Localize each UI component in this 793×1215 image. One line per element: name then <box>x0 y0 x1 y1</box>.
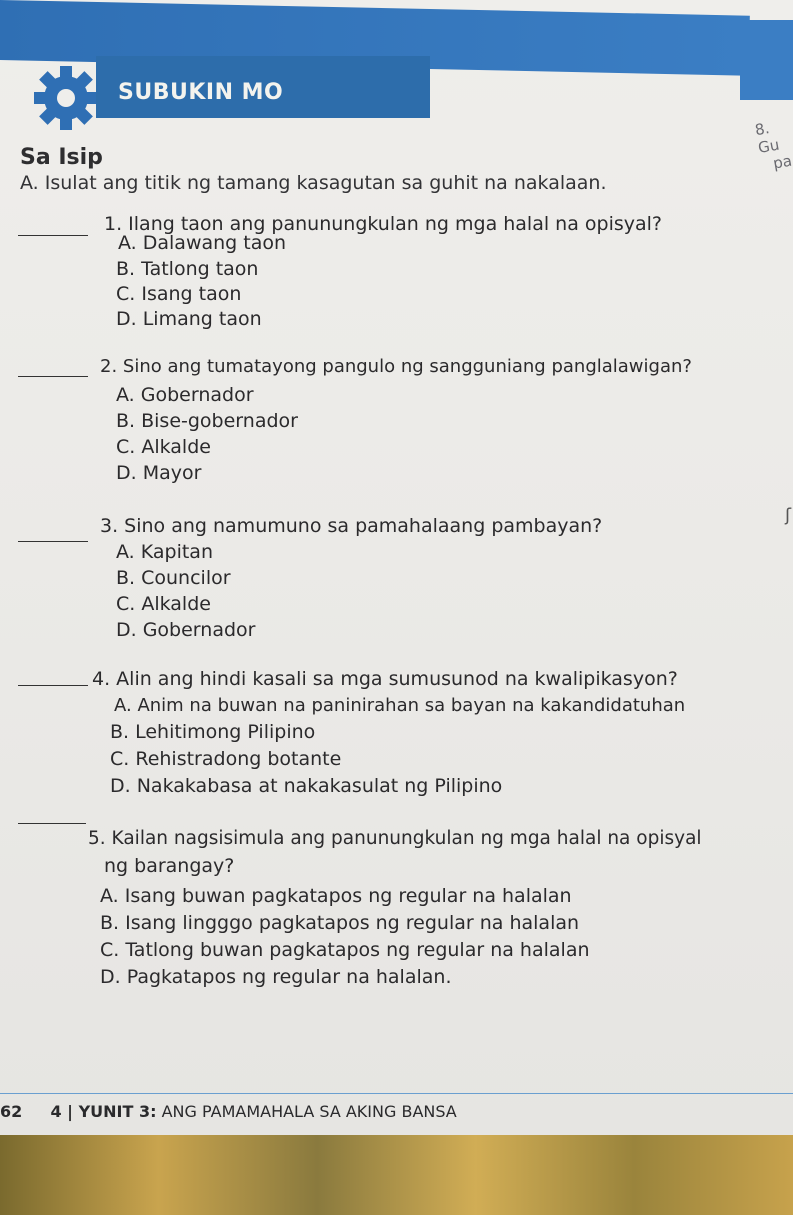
answer-blank[interactable] <box>18 235 88 236</box>
option: C. Alkalde <box>116 436 211 458</box>
unit-title: ANG PAMAMAHALA SA AKING BANSA <box>161 1102 457 1121</box>
answer-blank[interactable] <box>18 541 88 542</box>
option: A. Dalawang taon <box>118 232 287 254</box>
section-title: SUBUKIN MO <box>118 80 284 105</box>
gear-icon <box>30 62 102 134</box>
option: A. Isang buwan pagkatapos ng regular na halalan <box>100 885 572 907</box>
option: C. Isang taon <box>116 283 242 305</box>
question-text: 4. Alin ang hindi kasali sa mga sumusunod na kwalipikasyon? <box>92 668 678 690</box>
answer-blank[interactable] <box>18 685 88 686</box>
page-number: 62 <box>0 1102 23 1121</box>
background-surface <box>0 1135 793 1215</box>
question-text: 2. Sino ang tumatayong pangulo ng sangguniang panglalawigan? <box>100 356 692 377</box>
option: A. Kapitan <box>116 541 213 563</box>
option: C. Alkalde <box>116 593 211 615</box>
footer-divider <box>0 1093 793 1094</box>
option: B. Tatlong taon <box>116 258 259 280</box>
top-right-band <box>740 20 793 100</box>
answer-blank[interactable] <box>18 376 88 377</box>
option: D. Limang taon <box>116 308 262 330</box>
question-text: 3. Sino ang namumuno sa pamahalaang pambayan? <box>100 515 603 537</box>
question-text-continued: ng barangay? <box>104 855 235 877</box>
question-text: 1. Ilang taon ang panunungkulan ng mga halal na opisyal? <box>104 213 663 235</box>
option: D. Nakakabasa at nakakasulat ng Pilipino <box>110 775 503 797</box>
option: C. Rehistradong botante <box>110 748 342 770</box>
page-footer <box>0 1102 457 1121</box>
option: D. Gobernador <box>116 619 256 641</box>
unit-prefix: 4 | YUNIT 3: <box>50 1102 157 1121</box>
option: A. Gobernador <box>116 384 254 406</box>
instruction: A. Isulat ang titik ng tamang kasagutan sa guhit na nakalaan. <box>20 172 607 194</box>
subtitle: Sa Isip <box>20 145 103 170</box>
option: B. Councilor <box>116 567 231 589</box>
answer-blank[interactable] <box>18 823 86 824</box>
cut-off-margin-text: 8. Gu pa <box>753 118 793 173</box>
option: B. Lehitimong Pilipino <box>110 721 316 743</box>
option: D. Pagkatapos ng regular na halalan. <box>100 966 452 988</box>
edge-mark: ʃ <box>785 505 792 526</box>
question-text: 5. Kailan nagsisimula ang panunungkulan ng mga halal na opisyal <box>88 828 702 849</box>
option: D. Mayor <box>116 462 202 484</box>
option: B. Bise-gobernador <box>116 410 298 432</box>
option: C. Tatlong buwan pagkatapos ng regular na halalan <box>100 939 590 961</box>
option: A. Anim na buwan na paninirahan sa bayan na kakandidatuhan <box>114 695 686 716</box>
option: B. Isang lingggo pagkatapos ng regular na halalan <box>100 912 580 934</box>
